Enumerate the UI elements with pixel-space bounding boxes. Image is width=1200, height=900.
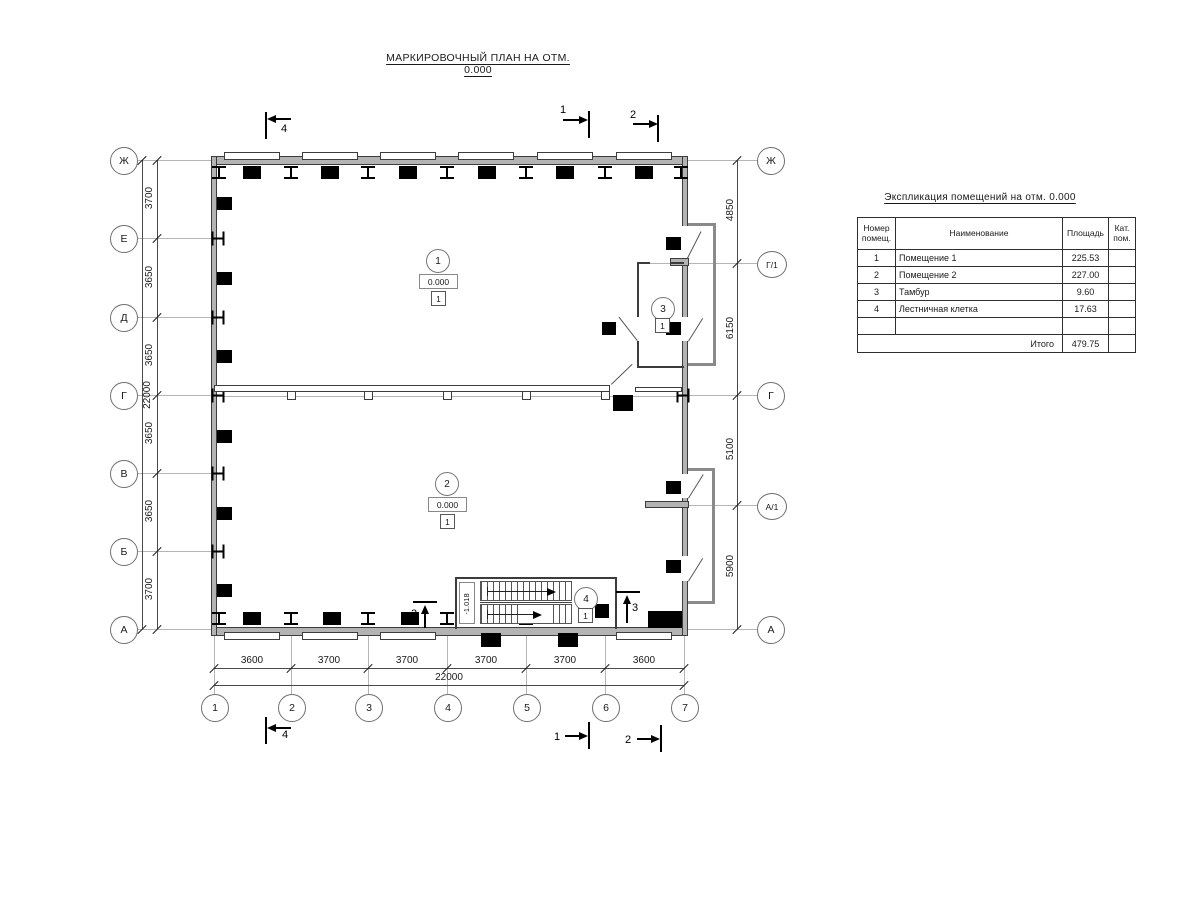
ibeam-column-icon [212,612,226,625]
room-number-cell [858,318,896,335]
column-mark [481,633,501,647]
axis-bubble-right: А [757,616,785,644]
column-mark [613,395,633,411]
ibeam-column-icon [440,612,454,625]
column-mark [217,197,232,210]
dim-label: 3650 [144,421,155,445]
window-opening [302,632,358,640]
door-opening [681,474,689,498]
section-mark-2-bottom [660,725,662,752]
section-arrow-icon [267,724,276,732]
axis-bubble-bottom: 4 [434,694,462,722]
column-square-mark [287,391,296,400]
dim-label: 3650 [144,265,155,289]
dim-label: 5900 [725,554,736,578]
column-mark [478,166,496,179]
column-square-mark [364,391,373,400]
window-opening [616,632,672,640]
dim-label: 3700 [144,186,155,210]
column-mark [666,237,681,250]
door-leaf-icon [688,474,704,498]
dim-label: 3700 [144,577,155,601]
total-value-cell: 479.75 [1063,335,1109,353]
axis-bubble-right: Г/1 [757,251,787,278]
column-mark [243,166,261,179]
column-mark [666,481,681,494]
axis-line [136,551,214,552]
axis-bubble-left: В [110,460,138,488]
table-row-empty [858,318,1136,335]
axis-line [136,238,214,239]
axis-bubble-right: Ж [757,147,785,175]
ibeam-column-icon [440,166,454,179]
total-label-cell: Итого [858,335,1063,353]
room-number-cell: 1 [858,250,896,267]
section-label: 2 [630,109,637,121]
section-mark-tail [276,118,291,120]
stair-arrow-line [487,591,547,592]
porch-outline [688,468,715,471]
section-label: 1 [554,731,561,743]
section-label: 3 [632,602,639,614]
ibeam-column-icon [284,612,298,625]
section-arrow-icon [651,735,660,743]
column-mark [399,166,417,179]
col-header-category: Кат. пом. [1109,218,1136,250]
tambour-wall [637,341,639,368]
stair-arrow-line [487,614,533,615]
drawing-title: МАРКИРОВОЧНЫЙ ПЛАН НА ОТМ. 0.000 [386,52,570,76]
axis-bubble-bottom: 1 [201,694,229,722]
table-header-row [858,218,1136,250]
column-mark [666,560,681,573]
window-opening [224,632,280,640]
room-elevation-label: 0.000 [428,497,467,512]
column-mark [556,166,574,179]
axis-line [688,395,757,396]
floor-type-mark: 1 [431,291,446,306]
ibeam-column-icon [212,545,225,559]
axis-line [136,160,214,161]
section-arrow-icon [421,605,429,614]
section-arrow-icon [579,116,588,124]
total-category-cell [1109,335,1136,353]
tambour-wall [637,366,684,368]
dim-label: 3600 [632,655,656,666]
table-total-row [858,335,1136,353]
axis-bubble-left: Д [110,304,138,332]
axis-bubble-left: Г [110,382,138,410]
dim-label: 5100 [725,437,736,461]
dim-label: 3650 [144,499,155,523]
column-mark [243,612,261,625]
section-mark-stem [424,614,426,628]
axis-line [688,629,757,630]
section-mark-tail [563,119,579,121]
col-header-name: Наименование [896,218,1063,250]
porch-outline [713,223,716,366]
door-leaf-icon [687,231,702,258]
stair-wall [455,577,617,579]
stair-wall [455,577,457,629]
table-row [858,284,1136,301]
room-category-cell [1109,301,1136,318]
column-mark [217,272,232,285]
partition-wall [214,385,610,392]
explication-table [857,217,1136,353]
ibeam-column-icon [212,467,225,481]
column-mark [217,584,232,597]
dim-label: 22000 [142,381,153,409]
tambour-wall [637,262,639,317]
room-elevation-label: 0.000 [419,274,458,289]
section-label: 4 [282,729,289,741]
window-opening [380,152,436,160]
axis-line [688,160,757,161]
section-mark-1-bottom [588,722,590,749]
axis-line [136,629,214,630]
column-mark [323,612,341,625]
room-area-cell: 227.00 [1063,267,1109,284]
window-opening [458,152,514,160]
ibeam-column-icon [361,612,375,625]
col-header-number: Номер помещ. [858,218,896,250]
ibeam-column-icon [284,166,298,179]
section-arrow-icon [579,732,588,740]
section-mark-3-right [616,591,640,593]
door-opening [681,317,689,341]
ibeam-column-icon [212,232,225,246]
section-mark-2-top [657,115,659,142]
dim-label: 4850 [725,198,736,222]
section-label: 1 [560,104,567,116]
dim-label: 3700 [317,655,341,666]
room-number-cell: 4 [858,301,896,318]
room-number-cell: 2 [858,267,896,284]
table-row [858,301,1136,318]
stair-wall [615,577,617,629]
porch-outline [712,468,715,604]
section-mark-tail [637,738,651,740]
room-number-bubble: 2 [435,472,459,496]
section-arrow-icon [623,595,631,604]
axis-bubble-bottom: 3 [355,694,383,722]
window-opening [616,152,672,160]
col-header-area: Площадь [1063,218,1109,250]
stair-elevation-label: -1.018 [462,593,471,615]
column-mark [217,350,232,363]
room-name-cell [896,318,1063,335]
door-leaf-icon [619,317,638,341]
ibeam-column-icon [212,311,225,325]
room-category-cell [1109,284,1136,301]
axis-bubble-left: Е [110,225,138,253]
dim-label: 6150 [725,316,736,340]
room-area-cell: 9.60 [1063,284,1109,301]
section-arrow-icon [267,115,276,123]
section-label: 3 [411,608,418,620]
axis-line [645,263,757,264]
axis-bubble-right: Г [757,382,785,410]
column-mark [602,322,616,335]
section-mark-1-top [588,111,590,138]
floor-type-mark: 1 [655,318,670,333]
room-category-cell [1109,318,1136,335]
section-mark-3-left [413,601,437,603]
axis-bubble-left: Ж [110,147,138,175]
ibeam-column-icon [212,166,226,179]
section-mark-tail [565,735,579,737]
dim-label: 3650 [144,343,155,367]
ibeam-column-icon [598,166,612,179]
room-name-cell: Помещение 2 [896,267,1063,284]
axis-line [136,317,214,318]
column-square-mark [601,391,610,400]
column-square-mark [522,391,531,400]
axis-bubble-bottom: 7 [671,694,699,722]
section-label: 4 [281,123,288,135]
dimension-line [214,685,684,686]
axis-bubble-bottom: 6 [592,694,620,722]
floor-type-mark: 1 [578,608,593,623]
axis-bubble-bottom: 5 [513,694,541,722]
room-area-cell: 225.53 [1063,250,1109,267]
axis-bubble-bottom: 2 [278,694,306,722]
stair-elevation-box [459,582,475,624]
room-name-cell: Тамбур [896,284,1063,301]
explication-title: Экспликация помещений на отм. 0.000 [884,192,1076,203]
table-row [858,267,1136,284]
door-leaf-icon [611,364,633,385]
partition-wall [635,387,682,392]
dim-label: 3600 [240,655,264,666]
section-mark-tail [633,123,649,125]
ibeam-column-icon [361,166,375,179]
dim-label: 3700 [474,655,498,666]
window-opening [302,152,358,160]
door-opening [681,556,689,581]
section-mark-stem [626,604,628,623]
column-mark [217,507,232,520]
dim-label: 22000 [435,672,463,683]
tambour-wall [670,262,684,264]
column-mark [648,611,682,628]
door-leaf-icon [688,318,703,341]
stair-divider [480,602,572,603]
room-number-bubble: 1 [426,249,450,273]
ibeam-column-icon [519,166,533,179]
room-number-bubble: 3 [651,297,675,321]
room-area-cell [1063,318,1109,335]
window-opening [537,152,593,160]
room-category-cell [1109,250,1136,267]
column-mark [321,166,339,179]
ibeam-column-icon [674,166,688,179]
axis-line [136,473,214,474]
porch-outline [688,363,716,366]
room-category-cell [1109,267,1136,284]
axis-bubble-right: А/1 [757,493,787,520]
dim-label: 3700 [553,655,577,666]
porch-outline [688,223,716,226]
wall-stub [645,501,689,508]
axis-bubble-left: А [110,616,138,644]
column-square-mark [443,391,452,400]
column-mark [635,166,653,179]
window-opening [224,152,280,160]
axis-bubble-left: Б [110,538,138,566]
column-mark [558,633,578,647]
window-opening [380,632,436,640]
door-leaf-icon [688,558,703,581]
section-label: 2 [625,734,632,746]
table-row [858,250,1136,267]
room-number-bubble: 4 [574,587,598,611]
dim-label: 3700 [395,655,419,666]
porch-outline [688,601,715,604]
stair-arrow-head-icon [533,611,542,619]
floor-type-mark: 1 [440,514,455,529]
column-mark [217,430,232,443]
room-name-cell: Помещение 1 [896,250,1063,267]
column-mark [595,604,609,618]
room-number-cell: 3 [858,284,896,301]
dimension-line [214,668,684,669]
stair-arrow-head-icon [547,588,556,596]
room-area-cell: 17.63 [1063,301,1109,318]
room-name-cell: Лестничная клетка [896,301,1063,318]
